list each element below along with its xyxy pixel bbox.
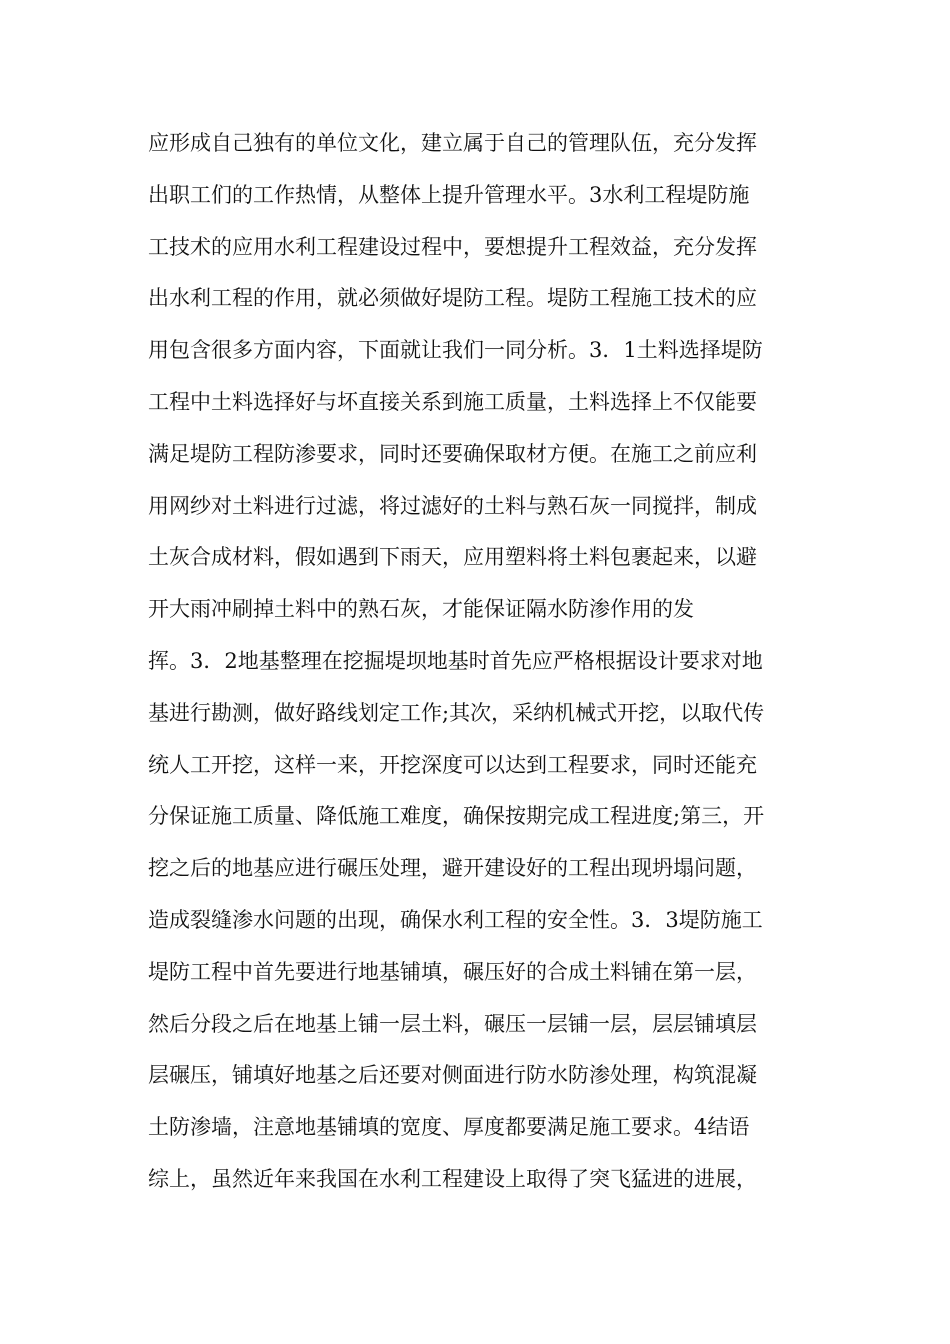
text-line: 分保证施工质量、降低施工难度，确保按期完成工程进度;第三，开 [148, 804, 765, 829]
text-line: 满足堤防工程防渗要求，同时还要确保取材方便。在施工之前应利 [148, 441, 757, 466]
text-line: 工程中土料选择好与坏直接关系到施工质量，土料选择上不仅能要 [148, 389, 757, 414]
text-line: 用包含很多方面内容，下面就让我们一同分析。3．1土料选择堤防 [148, 338, 763, 363]
text-line: 综上，虽然近年来我国在水利工程建设上取得了突飞猛进的进展， [148, 1166, 757, 1191]
text-line: 开大雨冲刷掉土料中的熟石灰，才能保证隔水防渗作用的发 [148, 597, 694, 622]
text-line: 出水利工程的作用，就必须做好堤防工程。堤防工程施工技术的应 [148, 286, 757, 311]
text-line: 工技术的应用水利工程建设过程中，要想提升工程效益，充分发挥 [148, 234, 757, 259]
text-line: 挖之后的地基应进行碾压处理，避开建设好的工程出现坍塌问题， [148, 856, 757, 881]
text-line: 应形成自己独有的单位文化，建立属于自己的管理队伍，充分发挥 [148, 131, 757, 155]
text-line: 堤防工程中首先要进行地基铺填，碾压好的合成土料铺在第一层， [148, 959, 757, 984]
text-line: 然后分段之后在地基上铺一层土料，碾压一层铺一层，层层铺填层 [148, 1011, 757, 1036]
text-line: 基进行勘测，做好路线划定工作;其次，采纳机械式开挖，以取代传 [148, 700, 765, 725]
text-line: 挥。3．2地基整理在挖掘堤坝地基时首先应严格根据设计要求对地 [148, 648, 763, 673]
text-line: 统人工开挖，这样一来，开挖深度可以达到工程要求，同时还能充 [148, 752, 757, 777]
body-text [148, 118, 808, 1206]
text-line: 造成裂缝渗水问题的出现，确保水利工程的安全性。3．3堤防施工 [148, 907, 763, 932]
text-line: 出职工们的工作热情，从整体上提升管理水平。3水利工程堤防施 [148, 182, 750, 207]
text-line: 土防渗墙，注意地基铺填的宽度、厚度都要满足施工要求。4结语 [148, 1115, 750, 1140]
text-line: 土灰合成材料，假如遇到下雨天，应用塑料将土料包裹起来，以避 [148, 545, 757, 570]
text-line: 层碾压，铺填好地基之后还要对侧面进行防水防渗处理，构筑混凝 [148, 1063, 757, 1088]
text-line: 用网纱对土料进行过滤，将过滤好的土料与熟石灰一同搅拌，制成 [148, 493, 757, 518]
